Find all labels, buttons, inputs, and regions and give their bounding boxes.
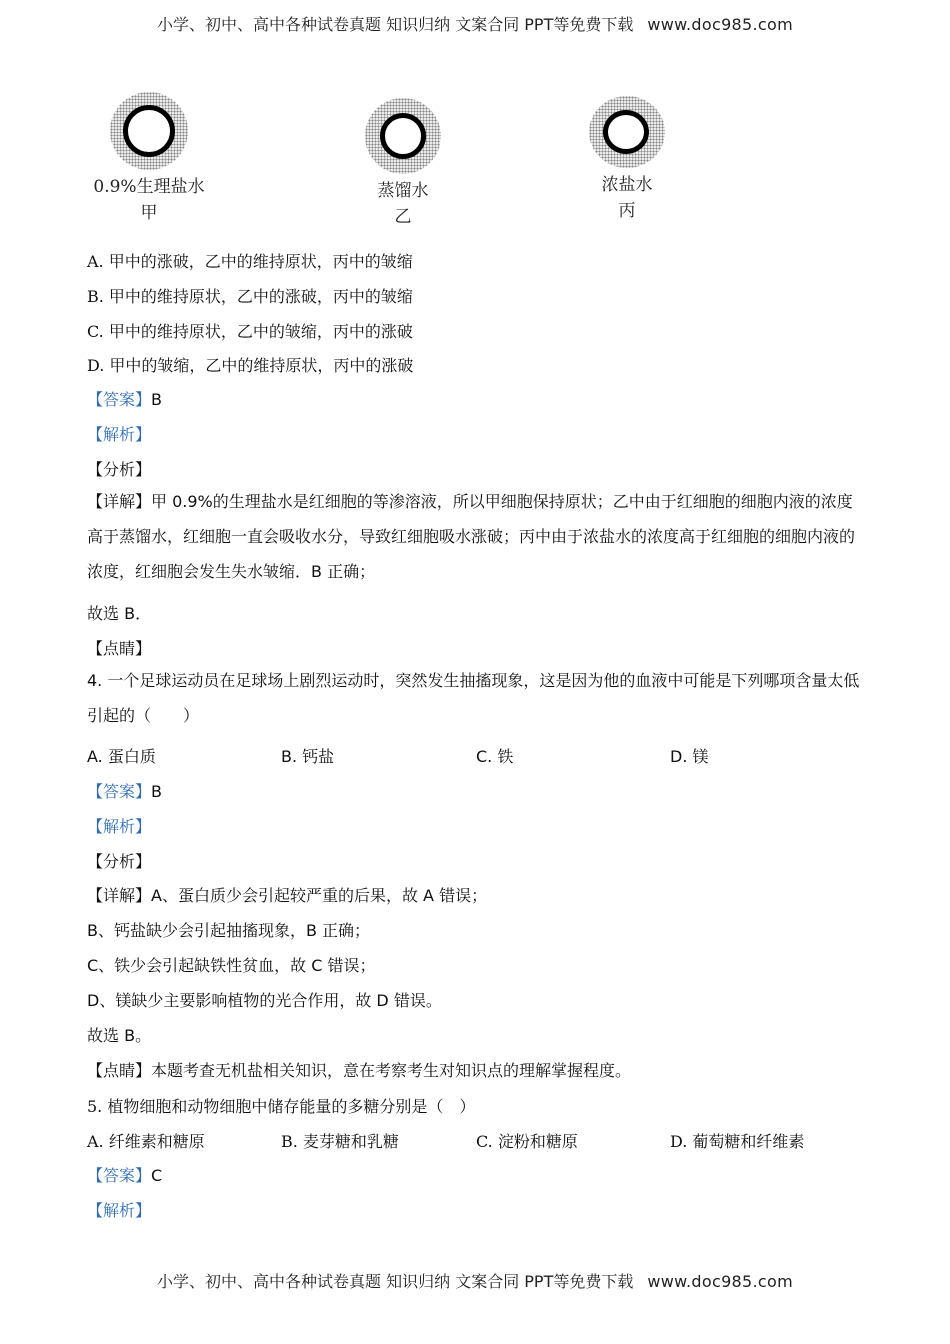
q3-option-d: D. 甲中的皱缩，乙中的维持原状，丙中的涨破	[87, 356, 414, 375]
q3-fenxi: 【分析】	[87, 460, 152, 479]
q3-analysis-label: 【解析】	[87, 425, 152, 444]
figure-yi	[333, 98, 473, 230]
figure-jia-solution: 0.9%生理盐水	[93, 177, 205, 197]
q4-option-c: C. 铁	[476, 747, 514, 766]
figure-bing	[557, 96, 697, 224]
q4-option-d: D. 镁	[670, 747, 709, 766]
q5-option-b: B. 麦芽糖和乳糖	[281, 1132, 399, 1151]
footer-text: 小学、初中、高中各种试卷真题 知识归纳 文案合同 PPT等免费下载	[157, 1272, 634, 1291]
q3-option-a: A. 甲中的涨破，乙中的维持原状，丙中的皱缩	[87, 252, 413, 271]
q4-analysis-label: 【解析】	[87, 817, 152, 836]
page-footer	[0, 1269, 950, 1292]
q3-detail-text: 甲 0.9%的生理盐水是红细胞的等渗溶液，所以甲细胞保持原状；乙中由于红细胞的细胞内液的浓度高于蒸馏水，红细胞一直会吸收水分，导致红细胞吸水涨破；丙中由于浓盐水的浓度高于红细胞的细胞内液的浓度，红细胞会发生失水皱缩．B 正确；	[87, 492, 856, 581]
q5-analysis-label: 【解析】	[87, 1201, 152, 1220]
q4-option-a: A. 蛋白质	[87, 747, 156, 766]
q3-detail-label: 【详解】	[87, 492, 152, 511]
q4-detail-line-c: C、铁少会引起缺铁性贫血，故 C 错误；	[87, 956, 376, 975]
cell-yi-icon	[365, 98, 441, 174]
q4-option-b: B. 钙盐	[281, 747, 335, 766]
figure-yi-solution: 蒸馏水	[377, 181, 429, 201]
q5-answer-value: C	[151, 1166, 163, 1185]
q4-detail	[87, 883, 487, 906]
q3-option-c: C. 甲中的维持原状，乙中的皱缩，丙中的涨破	[87, 322, 413, 341]
header-url[interactable]: www.doc985.com	[647, 15, 793, 34]
q4-dianjing-label: 【点睛】	[87, 1061, 152, 1080]
q3-detail	[87, 484, 867, 589]
q4-detail-label: 【详解】	[87, 886, 152, 905]
q4-dianjing-text: 本题考查无机盐相关知识，意在考察考生对知识点的理解掌握程度。	[151, 1061, 632, 1080]
q3-answer-label: 【答案】	[87, 390, 152, 409]
figure-bing-solution: 浓盐水	[601, 175, 653, 195]
q5-option-d: D. 葡萄糖和纤维素	[670, 1132, 805, 1151]
figure-yi-label: 乙	[394, 207, 412, 227]
figure-bing-label: 丙	[618, 201, 636, 221]
figure-jia	[79, 92, 219, 226]
q3-conclusion: 故选 B．	[87, 604, 152, 623]
q4-stem: 4. 一个足球运动员在足球场上剧烈运动时，突然发生抽搐现象，这是因为他的血液中可能是下列哪项含量太低引起的（ ）	[87, 671, 860, 725]
q4-detail-text: A、蛋白质少会引起较严重的后果，故 A 错误；	[151, 886, 488, 905]
q3-answer	[87, 387, 162, 410]
q5-option-c: C. 淀粉和糖原	[476, 1132, 578, 1151]
q4-answer-label: 【答案】	[87, 782, 152, 801]
q3-answer-value: B	[151, 390, 162, 409]
q5-stem: 5. 植物细胞和动物细胞中储存能量的多糖分别是（ ）	[87, 1097, 476, 1116]
q4-conclusion: 故选 B。	[87, 1026, 152, 1045]
q4-detail-line-d: D、镁缺少主要影响植物的光合作用，故 D 错误。	[87, 991, 442, 1010]
q4-answer	[87, 779, 162, 802]
figure-jia-label: 甲	[140, 203, 158, 223]
q4-answer-value: B	[151, 782, 162, 801]
q4-dianjing	[87, 1058, 631, 1081]
q4-fenxi: 【分析】	[87, 852, 152, 871]
q5-answer-label: 【答案】	[87, 1166, 152, 1185]
q5-answer	[87, 1163, 162, 1186]
q5-option-a: A. 纤维素和糖原	[87, 1132, 205, 1151]
page-header	[0, 12, 950, 35]
cell-bing-icon	[589, 96, 665, 168]
cell-jia-icon	[110, 92, 188, 170]
q4-detail-line-b: B、钙盐缺少会引起抽搐现象，B 正确；	[87, 921, 371, 940]
q3-option-b: B. 甲中的维持原状，乙中的涨破，丙中的皱缩	[87, 287, 413, 306]
q3-dianjing: 【点睛】	[87, 639, 152, 658]
footer-url[interactable]: www.doc985.com	[647, 1272, 793, 1291]
header-text: 小学、初中、高中各种试卷真题 知识归纳 文案合同 PPT等免费下载	[157, 15, 634, 34]
